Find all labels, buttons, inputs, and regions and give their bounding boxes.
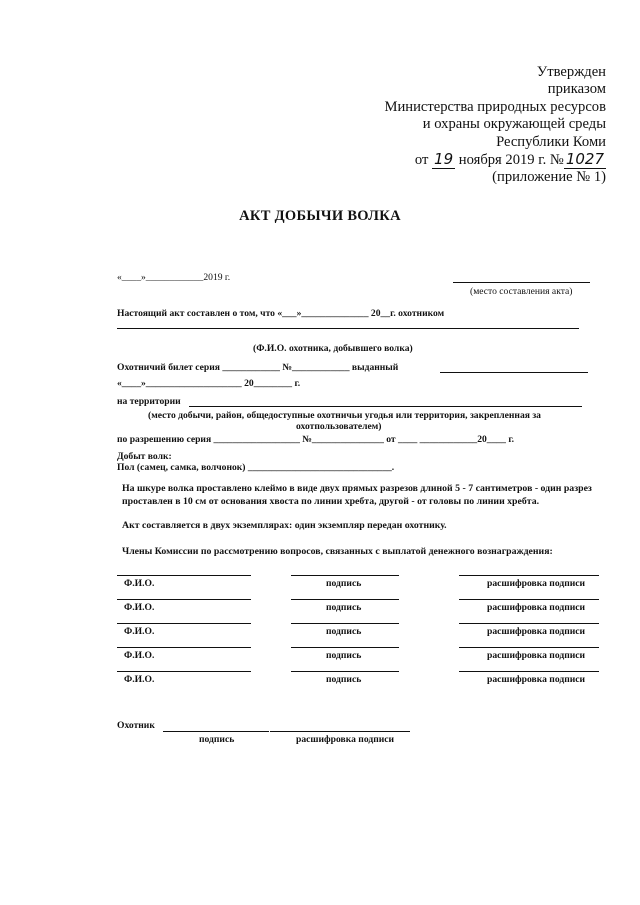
signature-label: подпись (326, 602, 362, 613)
copies-paragraph: Акт составляется в двух экземплярах: один экземпляр передан охотнику. (122, 520, 447, 531)
signature-label: подпись (326, 626, 362, 637)
decoding-label: расшифровка подписи (487, 602, 586, 613)
intro-line: Настоящий акт составлен о том, что «___»______________ 20__г. охотником (117, 308, 445, 319)
fio-label: Ф.И.О. (124, 674, 155, 685)
approval-line: и охраны окружающей среды (422, 116, 606, 133)
table-row-line (459, 647, 599, 648)
territory-caption: (место добычи, район, общедоступные охотничьи угодья или территория, закрепленная за (148, 410, 541, 421)
territory-blank (189, 406, 582, 407)
hunter-sign-label: Охотник (117, 720, 155, 731)
table-row-line (291, 575, 399, 576)
table-row-line (117, 623, 251, 624)
table-row-line (117, 671, 251, 672)
place-blank (453, 282, 590, 283)
table-row-line (291, 671, 399, 672)
approval-date-line (385, 151, 606, 169)
hunter-signature-line (163, 731, 269, 732)
commission-paragraph: Члены Комиссии по рассмотрению вопросов, связанных с выплатой денежного вознаграждения: (122, 546, 553, 557)
decoding-label: расшифровка подписи (487, 626, 586, 637)
sex-line: Пол (самец, самка, волчонок) ______________________________. (117, 462, 395, 473)
decoding-label: расшифровка подписи (487, 578, 586, 589)
signature-label: подпись (326, 578, 362, 589)
table-row-line (117, 575, 251, 576)
fio-label: Ф.И.О. (124, 602, 155, 613)
date-text: ноября 2019 г. № (458, 152, 564, 169)
hunter-decoding-line (270, 731, 410, 732)
fio-label: Ф.И.О. (124, 578, 155, 589)
approval-line: Министерства природных ресурсов (384, 98, 606, 115)
fio-label: Ф.И.О. (124, 650, 155, 661)
territory-caption: охотпользователем) (296, 421, 382, 432)
wolf-label: Добыт волк: (117, 451, 172, 462)
approval-line: Республики Коми (496, 133, 606, 150)
signature-label: подпись (326, 674, 362, 685)
fio-label: Ф.И.О. (124, 626, 155, 637)
table-row-line (291, 599, 399, 600)
permit-line: по разрешению серия __________________ №_______________ от ____ ____________20____ г. (117, 434, 515, 445)
license-line: Охотничий билет серия ____________ №____________ выданный (117, 362, 399, 373)
table-row-line (291, 647, 399, 648)
place-caption: (место составления акта) (470, 286, 573, 297)
document-title: АКТ ДОБЫЧИ ВОЛКА (239, 208, 401, 224)
table-row-line (459, 575, 599, 576)
approval-line: Утвержден (536, 64, 606, 80)
table-row-line (459, 671, 599, 672)
appendix-note: (приложение № 1) (492, 169, 606, 186)
hunter-decoding-label: расшифровка подписи (296, 734, 395, 745)
signature-label: подпись (326, 650, 362, 661)
issued-by-blank (440, 372, 588, 373)
approval-block (385, 64, 606, 187)
territory-label: на территории (117, 396, 181, 407)
issued-date-line: «____»____________________ 20________ г. (117, 378, 301, 389)
hunter-name-blank (117, 328, 579, 329)
hunter-caption: (Ф.И.О. охотника, добывшего волка) (253, 343, 413, 354)
handwritten-day: 19 (434, 150, 454, 169)
table-row-line (459, 599, 599, 600)
approval-line: приказом (547, 81, 606, 98)
handwritten-order-number: 1027 (565, 150, 604, 169)
table-row-line (117, 599, 251, 600)
decoding-label: расшифровка подписи (487, 650, 586, 661)
date-prefix: от (414, 152, 429, 169)
brand-paragraph: На шкуре волка проставлено клеймо в виде двух прямых разрезов длиной 5 - 7 сантиметров - один разрез проставлен в 10 см от основания хвоста по линии хребта, другой - от головы по линии хребта. (122, 483, 592, 507)
hunter-signature-label: подпись (199, 734, 235, 745)
table-row-line (117, 647, 251, 648)
table-row-line (291, 623, 399, 624)
decoding-label: расшифровка подписи (487, 674, 586, 685)
date-line: «____»____________2019 г. (117, 272, 231, 283)
table-row-line (459, 623, 599, 624)
